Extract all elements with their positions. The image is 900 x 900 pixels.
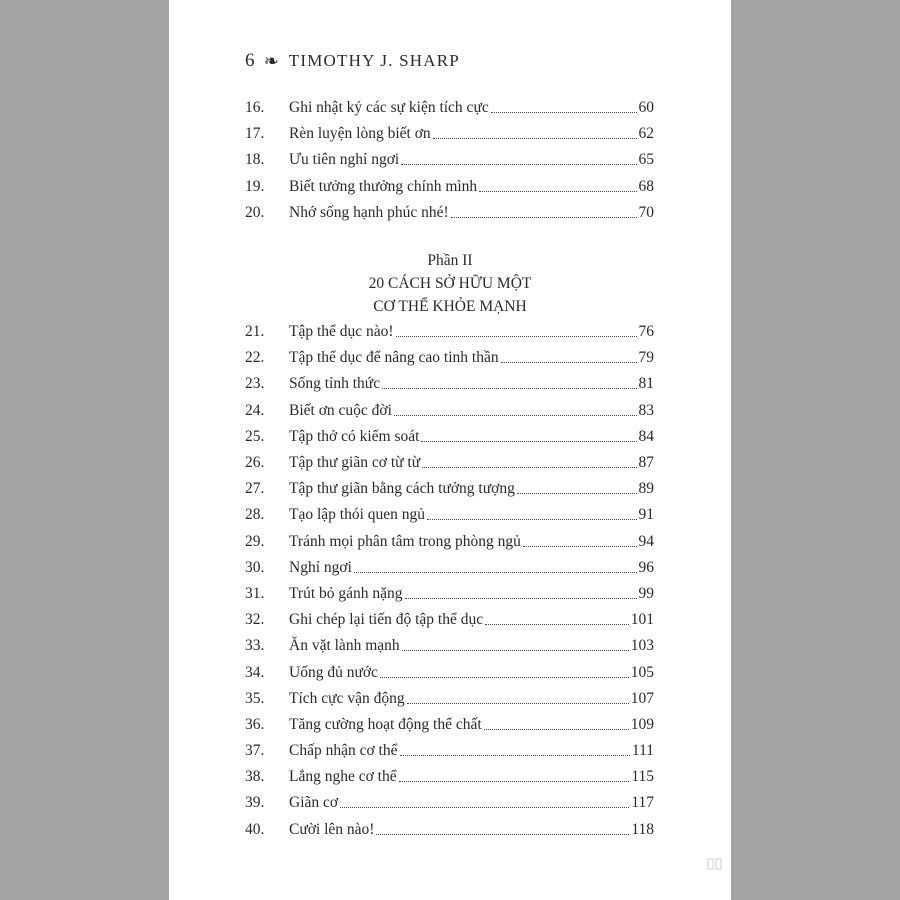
toc-entry-number: 31.: [245, 584, 265, 602]
toc-entry-page: 62: [638, 125, 654, 143]
toc-entry-number: 36.: [245, 715, 265, 733]
toc-entry-number: 23.: [245, 375, 265, 393]
toc-entry-page: 87: [638, 454, 654, 472]
toc-entry-page: 94: [638, 532, 654, 550]
toc-entry-page: 115: [631, 768, 654, 786]
toc-entry-title: Tập thư giãn bằng cách tưởng tượng: [289, 480, 515, 498]
toc-entry-page: 117: [631, 794, 654, 812]
toc-entry-number: 20.: [245, 203, 265, 221]
toc-entry-page: 60: [638, 99, 654, 117]
page-number: 6: [245, 50, 256, 71]
toc-entry: [245, 147, 654, 173]
toc-entry-title: Tập thể dục để nâng cao tinh thần: [289, 349, 499, 367]
toc-entry-page: 105: [630, 663, 654, 681]
toc-entry-number: 24.: [245, 401, 265, 419]
toc-entry-number: 17.: [245, 125, 265, 143]
toc-entry-number: 33.: [245, 637, 265, 655]
toc-entry-leader: [382, 387, 636, 389]
toc-entry-title: Giãn cơ: [289, 794, 339, 812]
toc-entry-page: 118: [631, 820, 654, 838]
toc-entry-page: 107: [630, 689, 654, 707]
toc-entry: [245, 345, 654, 371]
toc-entry-page: 103: [630, 637, 654, 655]
toc-entry-page: 79: [638, 349, 654, 367]
toc-entry-number: 22.: [245, 349, 265, 367]
toc-entry: [245, 633, 654, 659]
toc-entry-leader: [400, 754, 630, 756]
toc-entry-title: Tập thư giãn cơ từ từ: [289, 454, 421, 472]
toc-entry: [245, 764, 654, 790]
toc-entry-leader: [340, 806, 629, 808]
toc-entry-number: 32.: [245, 611, 265, 629]
toc-entry-title: Cười lên nào!: [289, 820, 375, 838]
toc-entry: [245, 319, 654, 345]
toc-entry-leader: [354, 571, 637, 573]
toc-entry-title: Ghi chép lại tiến độ tập thể dục: [289, 611, 484, 629]
toc-entry-page: 91: [638, 506, 654, 524]
toc-entry: [245, 581, 654, 607]
toc-list-part-one: [245, 95, 654, 226]
toc-entry-leader: [427, 518, 636, 520]
toc-entry-leader: [485, 623, 629, 625]
toc-entry-title: Tích cực vận động: [289, 689, 405, 707]
toc-entry-title: Ghi nhật ký các sự kiện tích cực: [289, 99, 489, 117]
toc-entry-leader: [501, 361, 637, 363]
toc-entry-leader: [484, 728, 629, 730]
toc-entry: [245, 398, 654, 424]
toc-entry-number: 18.: [245, 151, 265, 169]
toc-entry-page: 99: [638, 584, 654, 602]
toc-entry: [245, 738, 654, 764]
toc-entry: [245, 450, 654, 476]
part-label: Phần II: [427, 252, 473, 269]
toc-entry-title: Lắng nghe cơ thể: [289, 768, 397, 786]
toc-entry-title: Tạo lập thói quen ngủ: [289, 506, 426, 524]
toc-entry-number: 39.: [245, 794, 265, 812]
part-title-line-1: 20 CÁCH SỞ HỮU MỘT: [368, 275, 532, 292]
toc-entry-title: Trút bỏ gánh nặng: [289, 584, 403, 602]
toc-entry-title: Tránh mọi phân tâm trong phòng ngủ: [289, 532, 521, 550]
toc-entry-title: Rèn luyện lòng biết ơn: [289, 125, 431, 143]
toc-entry-leader: [401, 163, 636, 165]
fleuron-ornament-icon: ❧: [263, 50, 279, 71]
toc-entry-page: 65: [638, 151, 654, 169]
part-title-line-2: CƠ THỂ KHỎE MẠNH: [373, 298, 527, 315]
toc-entry-leader: [523, 545, 637, 547]
toc-entry-leader: [422, 466, 636, 468]
toc-entry-leader: [421, 440, 636, 442]
toc-entry: [245, 659, 654, 685]
toc-entry-number: 29.: [245, 532, 265, 550]
toc-entry: [245, 174, 654, 200]
author-name: TIMOTHY J. SHARP: [288, 51, 460, 70]
toc-entry: [245, 529, 654, 555]
toc-entry-number: 26.: [245, 454, 265, 472]
toc-entry-number: 19.: [245, 177, 265, 195]
toc-entry-number: 30.: [245, 558, 265, 576]
toc-entry-number: 34.: [245, 663, 265, 681]
toc-entry-leader: [433, 137, 637, 139]
toc-entry-leader: [399, 780, 630, 782]
toc-entry-title: Chấp nhận cơ thể: [289, 742, 398, 760]
toc-entry-number: 38.: [245, 768, 265, 786]
toc-entry: [245, 424, 654, 450]
toc-entry-title: Sống tỉnh thức: [289, 375, 381, 393]
toc-entry: [245, 686, 654, 712]
toc-entry: [245, 95, 654, 121]
toc-entry: [245, 555, 654, 581]
toc-entry-number: 27.: [245, 480, 265, 498]
toc-entry-leader: [491, 111, 637, 113]
toc-entry-page: 111: [631, 742, 654, 760]
toc-entry-page: 76: [638, 323, 654, 341]
toc-entry: [245, 371, 654, 397]
toc-entry-title: Ăn vặt lành mạnh: [289, 637, 400, 655]
toc-entry-number: 40.: [245, 820, 265, 838]
toc-entry-page: 84: [638, 427, 654, 445]
toc-entry-title: Tập thở có kiểm soát: [289, 427, 420, 445]
toc-entry: [245, 607, 654, 633]
toc-entry-title: Nghỉ ngơi: [289, 558, 352, 576]
toc-entry: [245, 790, 654, 816]
toc-entry-leader: [396, 335, 637, 337]
toc-entry-leader: [407, 702, 629, 704]
toc-entry: [245, 121, 654, 147]
toc-entry: [245, 712, 654, 738]
toc-entry-number: 25.: [245, 427, 265, 445]
toc-entry-page: 109: [630, 715, 654, 733]
toc-entry-number: 16.: [245, 99, 265, 117]
toc-entry-title: Nhớ sống hạnh phúc nhé!: [289, 203, 449, 221]
toc-entry-title: Biết ơn cuộc đời: [289, 401, 392, 419]
toc-entry-page: 96: [638, 558, 654, 576]
toc-entry-page: 89: [638, 480, 654, 498]
running-header: [245, 50, 460, 72]
toc-entry-leader: [402, 649, 629, 651]
watermark-icon: [707, 858, 723, 873]
toc-entry-page: 68: [638, 177, 654, 195]
toc-entry-page: 81: [638, 375, 654, 393]
toc-entry-title: Biết tưởng thưởng chính mình: [289, 177, 478, 195]
toc-entry-title: Tăng cường hoạt động thể chất: [289, 715, 482, 733]
toc-entry: [245, 476, 654, 502]
toc-entry-leader: [394, 414, 637, 416]
toc-entry-page: 83: [638, 401, 654, 419]
toc-entry-leader: [479, 190, 636, 192]
toc-entry-leader: [451, 216, 637, 218]
part-heading: [169, 249, 731, 318]
toc-entry: [245, 817, 654, 843]
toc-entry: [245, 200, 654, 226]
toc-entry: [245, 502, 654, 528]
toc-entry-page: 70: [638, 203, 654, 221]
toc-entry-title: Ưu tiên nghỉ ngơi: [289, 151, 400, 169]
toc-entry-leader: [405, 597, 637, 599]
toc-entry-leader: [380, 676, 629, 678]
toc-entry-title: Tập thể dục nào!: [289, 323, 394, 341]
toc-entry-leader: [517, 492, 637, 494]
toc-entry-number: 28.: [245, 506, 265, 524]
book-page: [169, 0, 731, 900]
toc-entry-page: 101: [630, 611, 654, 629]
toc-entry-number: 35.: [245, 689, 265, 707]
toc-list-part-two: [245, 319, 654, 843]
toc-entry-leader: [376, 833, 629, 835]
toc-entry-title: Uống đủ nước: [289, 663, 378, 681]
toc-entry-number: 21.: [245, 323, 265, 341]
toc-entry-number: 37.: [245, 742, 265, 760]
